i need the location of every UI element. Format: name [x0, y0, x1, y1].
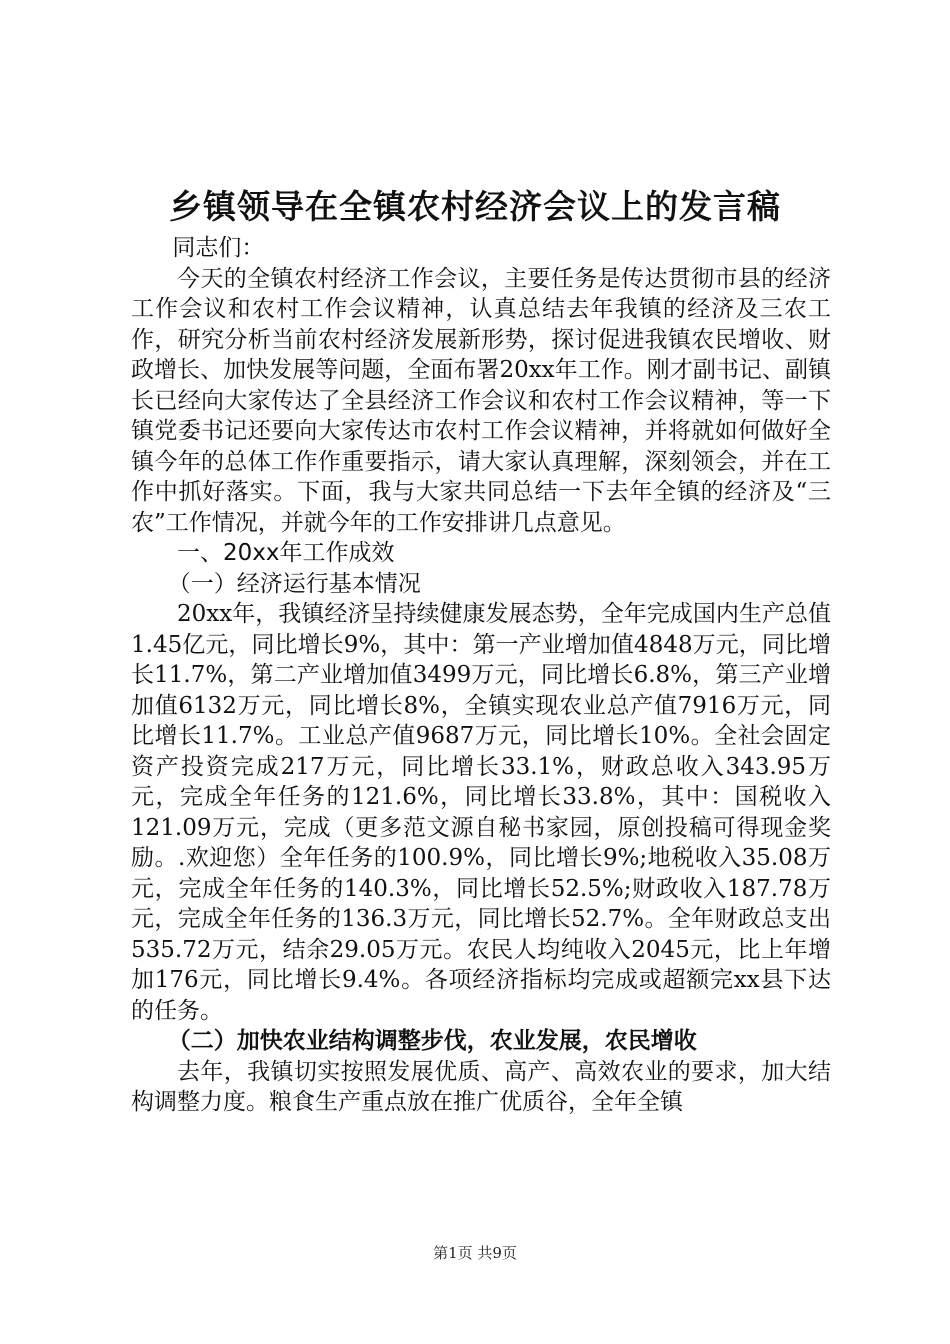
salutation: 同志们：: [172, 235, 265, 261]
document-body: [131, 233, 831, 1118]
subsection-heading: （一）经济运行基本情况: [167, 570, 421, 597]
agriculture-paragraph: 去年，我镇切实按照发展优质、高产、高效农业的要求，加大结构调整力度。粮食生产重点放在推广优质谷，全年全镇: [131, 1058, 831, 1115]
economic-overview-paragraph: 20xx年，我镇经济呈持续健康发展态势，全年完成国内生产总值1.45亿元，同比增长9%，其中：第一产业增加值4848万元，同比增长11.7%，第二产业增加值3499万元，同比增长6.8%，第三产业增加值6132万元，同比增长8%，全镇实现农业总产值7916万元，同比增长11.7%。工业总产值9687万元，同比增长10%。全社会固定资产投资完成217万元，同比增长33.1%，财政总收入343.95万元，完成全年任务的121.6%，同比增长33.8%，其中：国税收入121.09万元，完成（更多范文源自秘书家园，原创投稿可得现金奖励。.欢迎您）全年任务的100.9%，同比增长9%;地税收入35.08万元，完成全年任务的140.3%，同比增长52.5%;财政收入187.78万元，完成全年任务的136.3万元，同比增长52.7%。全年财政总支出535.72万元，结余29.05万元。农民人均纯收入2045元，比上年增加176元，同比增长9.4%。各项经济指标均完成或超额完xx县下达的任务。: [131, 601, 831, 1024]
intro-paragraph: 今天的全镇农村经济工作会议，主要任务是传达贯彻市县的经济工作会议和农村工作会议精神，认真总结去年我镇的经济及三农工作，研究分析当前农村经济发展新形势，探讨促进我镇农民增收、财政增长、加快发展等问题，全面布署20xx年工作。刚才副书记、副镇长已经向大家传达了全县经济工作会议和农村工作会议精神，等一下镇党委书记还要向大家传达市农村工作会议精神，并将就如何做好全镇今年的总体工作作重要指示，请大家认真理解，深刻领会，并在工作中抓好落实。下面，我与大家共同总结一下去年全镇的经济及“三农”工作情况，并就今年的工作安排讲几点意见。: [131, 265, 831, 536]
page-footer: 第1页 共9页: [433, 1244, 517, 1262]
document-title: 乡镇领导在全镇农村经济会议上的发言稿: [169, 187, 781, 226]
subsection-heading: （二）加快农业结构调整步伐，农业发展，农民增收: [167, 1028, 697, 1054]
section-heading: 一、20xx年工作成效: [177, 540, 395, 566]
